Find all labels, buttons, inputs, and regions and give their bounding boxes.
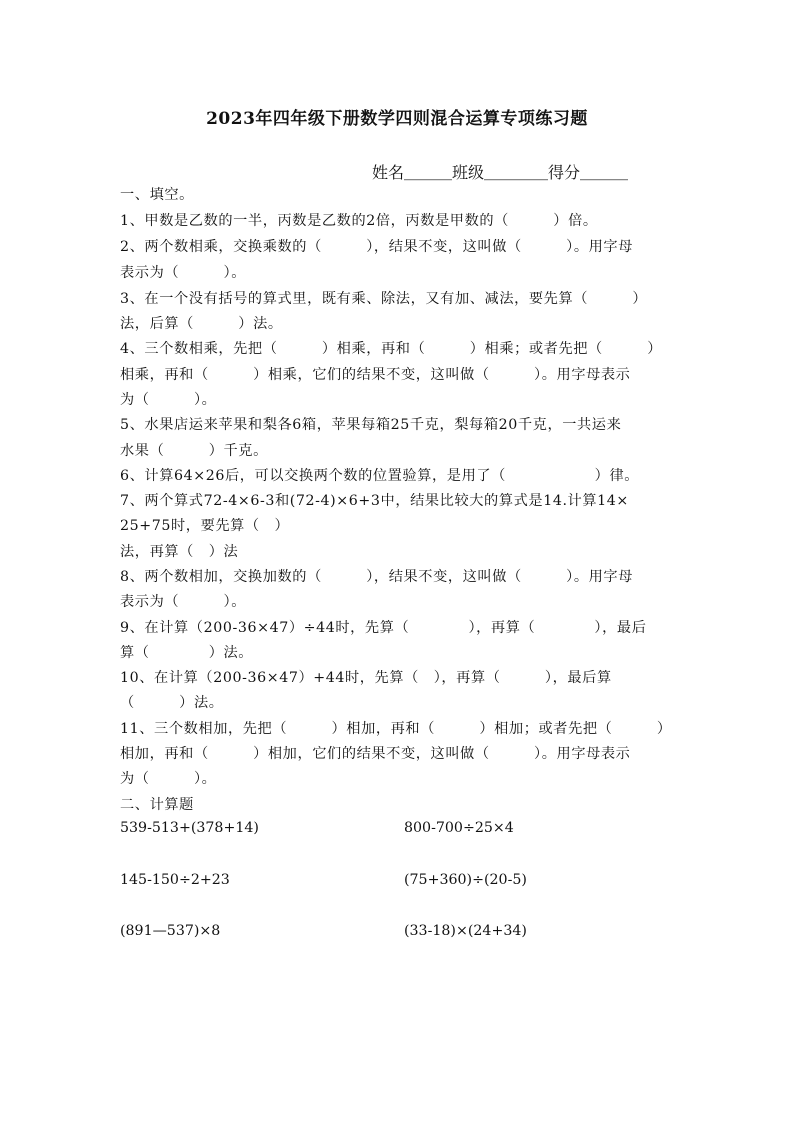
question-line: 表示为（ ）。: [120, 594, 246, 610]
calc-problem: 539-513+(378+14): [120, 820, 259, 836]
question-line: 11、三个数相加，先把（ ）相加，再和（ ）相加；或者先把（ ）: [120, 721, 672, 737]
calc-problem: 145-150÷2+23: [120, 872, 230, 888]
page-title: 2023年四年级下册数学四则混合运算专项练习题: [206, 109, 588, 129]
question-line: 相乘，再和（ ）相乘，它们的结果不变，这叫做（ ）。用字母表示: [120, 367, 631, 383]
question-line: 法，后算（ ）法。: [120, 316, 283, 332]
question-line: 8、两个数相加，交换加数的（ ），结果不变，这叫做（ ）。用字母: [120, 569, 633, 585]
question-line: 为（ ）。: [120, 392, 217, 408]
question-line: 法，再算（ ）法: [120, 544, 239, 560]
question-line: 9、在计算（200-36×47）÷44时，先算（ ），再算（ ），最后: [120, 620, 647, 636]
question-line: 5、水果店运来苹果和梨各6箱，苹果每箱25千克，梨每箱20千克，一共运来: [120, 417, 622, 433]
question-line: 6、计算64×26后，可以交换两个数的位置验算，是用了（ ）律。: [120, 468, 640, 484]
question-line: 7、两个算式72-4×6-3和(72-4)×6+3中，结果比较大的算式是14.计算14×: [120, 493, 629, 509]
student-info-line: 姓名＿＿＿班级＿＿＿＿得分＿＿＿: [372, 163, 629, 182]
section-heading-fill-blank: 一、填空。: [120, 187, 194, 203]
question-line: 为（ ）。: [120, 771, 217, 787]
question-line: 水果（ ）千克。: [120, 443, 268, 459]
question-line: 1、甲数是乙数的一半，丙数是乙数的2倍，丙数是甲数的（ ）倍。: [120, 213, 598, 229]
question-line: 表示为（ ）。: [120, 265, 246, 281]
question-line: 2、两个数相乘，交换乘数的（ ），结果不变，这叫做（ ）。用字母: [120, 239, 633, 255]
calc-problem: (75+360)÷(20-5): [404, 872, 527, 888]
question-line: 10、在计算（200-36×47）+44时，先算（ ），再算（ ），最后算: [120, 670, 612, 686]
question-line: 相加，再和（ ）相加，它们的结果不变，这叫做（ ）。用字母表示: [120, 746, 631, 762]
question-line: 算（ ）法。: [120, 645, 254, 661]
calc-problem: (891—537)×8: [120, 923, 221, 939]
calc-problem: (33-18)×(24+34): [404, 923, 527, 939]
question-line: （ ）法。: [120, 695, 224, 711]
question-line: 4、三个数相乘，先把（ ）相乘，再和（ ）相乘；或者先把（ ）: [120, 341, 662, 357]
section-heading-calculation: 二、计算题: [120, 797, 194, 813]
calc-problem: 800-700÷25×4: [404, 820, 514, 836]
question-line: 25+75时，要先算（ ）: [120, 518, 290, 534]
question-line: 3、在一个没有括号的算式里，既有乘、除法，又有加、减法，要先算（ ）: [120, 291, 648, 307]
